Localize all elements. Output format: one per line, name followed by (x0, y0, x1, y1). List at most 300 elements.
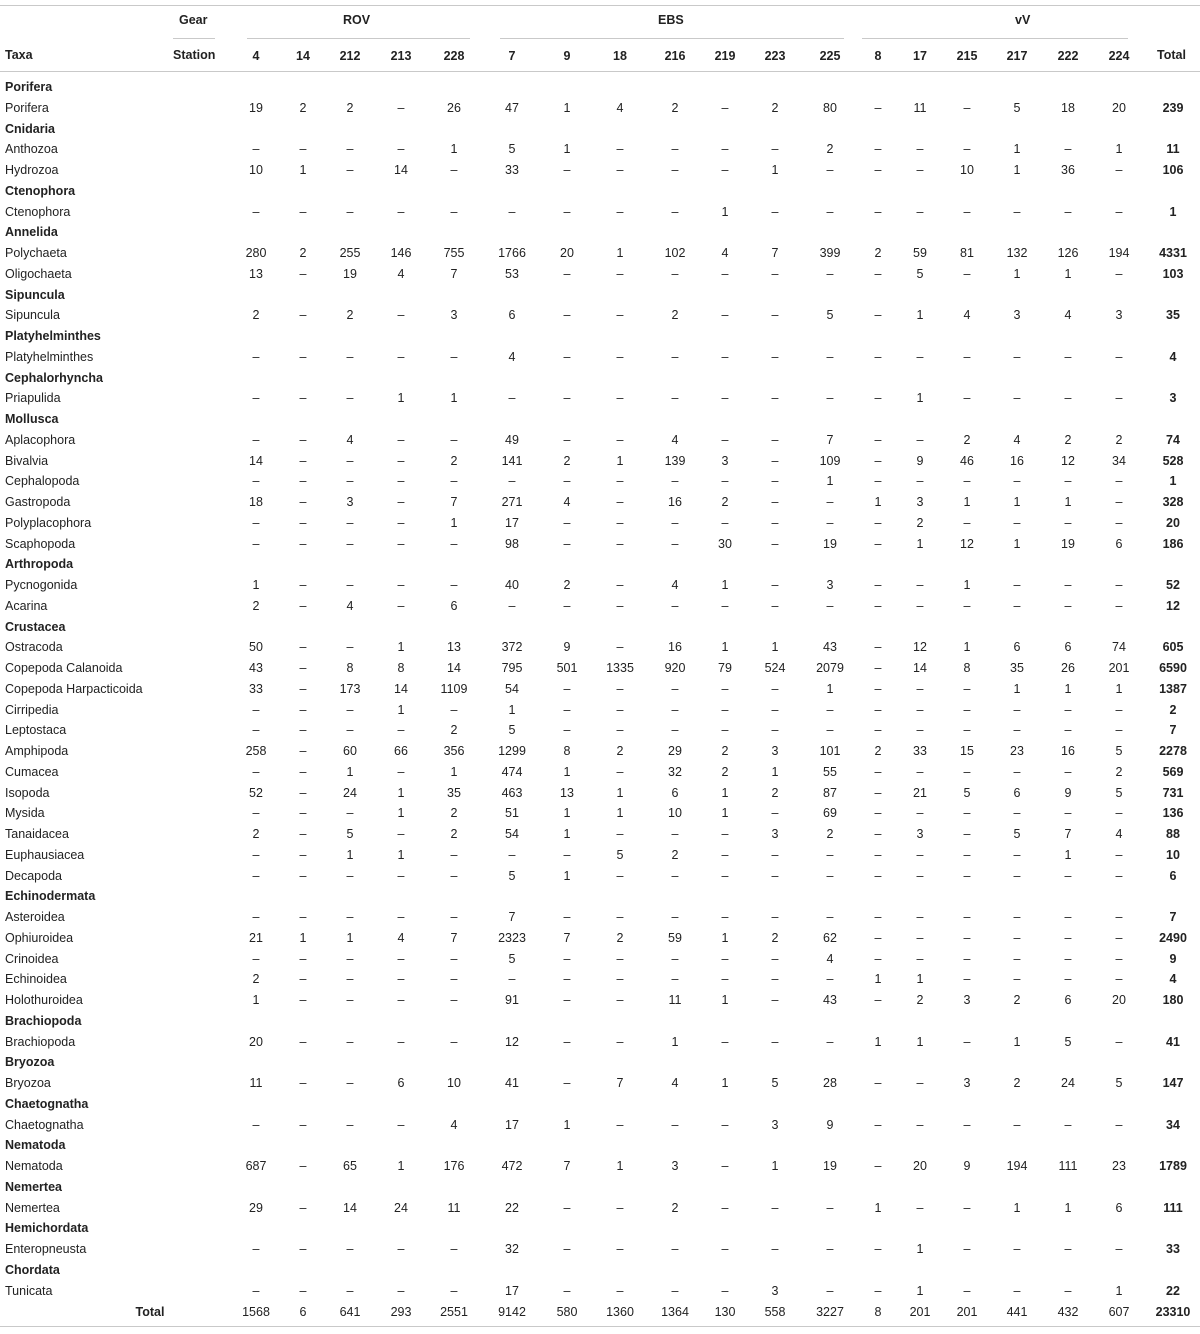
count-cell: 29 (668, 744, 682, 758)
station-header: 215 (956, 49, 978, 63)
count-cell: – (963, 1034, 971, 1049)
count-cell: 4 (1115, 827, 1123, 841)
count-cell: – (771, 349, 779, 364)
count-cell: 2 (252, 598, 260, 613)
count-cell: – (252, 515, 260, 530)
taxon-name: Aplacophora (5, 432, 76, 447)
count-cell: 176 (443, 1159, 465, 1173)
row-total: 52 (1166, 578, 1180, 592)
count-cell: – (826, 972, 834, 987)
count-cell: – (1115, 951, 1123, 966)
count-cell: – (963, 1242, 971, 1256)
row-total: 2278 (1159, 744, 1187, 758)
count-cell: 19 (249, 100, 263, 115)
count-cell: – (1013, 951, 1021, 966)
count-cell: 1 (671, 1034, 679, 1049)
count-cell: 1 (252, 578, 260, 592)
phylum-heading: Hemichordata (5, 1221, 89, 1236)
count-cell: – (826, 349, 834, 364)
count-cell: 1 (1013, 1034, 1021, 1049)
count-cell: 14 (913, 661, 927, 675)
gear-label: Gear (179, 13, 208, 27)
count-cell: 13 (249, 266, 263, 281)
count-cell: 1 (397, 391, 405, 406)
count-cell: 1 (299, 930, 307, 945)
count-cell: – (616, 349, 624, 364)
count-cell: 1 (826, 474, 834, 489)
count-cell: – (450, 1034, 458, 1049)
count-cell: 5 (616, 847, 624, 862)
count-cell: 4 (397, 266, 405, 281)
taxon-name: Isopoda (5, 785, 50, 800)
count-cell: – (397, 308, 405, 323)
phylum-heading: Chordata (5, 1262, 60, 1277)
count-cell: 33 (249, 681, 263, 696)
count-cell: 6 (1013, 785, 1021, 800)
count-cell: – (671, 266, 679, 281)
count-cell: 2 (616, 744, 624, 758)
count-cell: 1766 (498, 246, 526, 260)
station-header: 17 (913, 49, 927, 63)
count-cell: – (397, 349, 405, 364)
count-cell: – (874, 1117, 882, 1132)
count-cell: 43 (249, 661, 263, 675)
count-cell: – (299, 349, 307, 364)
count-cell: 271 (501, 495, 523, 509)
count-cell: – (874, 598, 882, 613)
count-cell: – (771, 723, 779, 738)
count-cell: – (616, 598, 624, 613)
count-cell: – (874, 702, 882, 717)
count-cell: – (299, 266, 307, 281)
count-cell: 2079 (816, 661, 844, 675)
count-cell: – (771, 1200, 779, 1215)
count-cell: – (299, 391, 307, 406)
count-cell: – (563, 308, 571, 323)
count-cell: – (252, 910, 260, 924)
phylum-heading: Brachiopoda (5, 1013, 82, 1028)
count-cell: – (721, 349, 729, 364)
group-header-vv: vV (1015, 13, 1031, 27)
count-cell: – (563, 474, 571, 489)
count-cell: 5 (826, 308, 834, 323)
count-cell: – (1013, 391, 1021, 406)
count-cell: – (563, 910, 571, 924)
row-total: 180 (1162, 993, 1184, 1007)
count-cell: – (721, 474, 729, 489)
count-cell: – (252, 349, 260, 364)
count-cell: – (721, 702, 729, 717)
count-cell: – (771, 515, 779, 530)
count-cell: – (874, 764, 882, 779)
count-cell: 7 (450, 930, 458, 945)
count-cell: 463 (501, 785, 523, 800)
count-cell: 4 (346, 432, 354, 447)
taxon-name: Bryozoa (5, 1076, 51, 1090)
count-cell: 2 (916, 515, 924, 530)
count-cell: 49 (505, 432, 519, 447)
count-cell: 1 (616, 246, 624, 260)
count-cell: – (299, 1076, 307, 1090)
count-cell: – (671, 391, 679, 406)
count-cell: – (616, 515, 624, 530)
count-cell: 1 (1064, 266, 1072, 281)
count-cell: 5 (1013, 100, 1021, 115)
count-cell: – (346, 910, 354, 924)
count-cell: – (1064, 972, 1072, 987)
count-cell: 755 (443, 246, 465, 260)
taxon-name: Euphausiacea (5, 847, 85, 862)
count-cell: – (397, 1283, 405, 1298)
count-cell: – (826, 1200, 834, 1215)
count-cell: – (508, 204, 516, 219)
row-total: 35 (1166, 308, 1180, 323)
row-total: 7 (1169, 723, 1177, 738)
count-cell: 6 (1064, 993, 1072, 1007)
count-cell: 1 (874, 1200, 882, 1215)
count-cell: 21 (249, 930, 263, 945)
count-cell: 9 (916, 453, 924, 468)
count-cell: 2 (563, 578, 571, 592)
count-cell: 1 (771, 163, 779, 177)
count-cell: – (1115, 391, 1123, 406)
count-cell: 1 (1064, 1200, 1072, 1215)
phylum-heading: Sipuncula (5, 287, 65, 302)
count-cell: 1 (346, 764, 354, 779)
count-cell: 2 (671, 308, 679, 323)
count-cell: – (252, 536, 260, 551)
count-cell: – (1064, 598, 1072, 613)
count-cell: – (671, 868, 679, 883)
count-cell: 4 (450, 1117, 458, 1132)
count-cell: 13 (447, 640, 461, 655)
count-cell: – (252, 1242, 260, 1256)
count-cell: – (299, 1159, 307, 1173)
count-cell: – (874, 474, 882, 489)
count-cell: 8 (397, 661, 405, 675)
count-cell: – (563, 204, 571, 219)
station-header: 225 (819, 49, 841, 63)
station-header: 228 (443, 49, 465, 63)
row-total: 2 (1169, 702, 1177, 717)
count-cell: 2 (252, 972, 260, 987)
count-cell: 4 (616, 100, 624, 115)
row-total: 1 (1169, 204, 1177, 219)
count-cell: 1 (771, 1159, 779, 1173)
row-total: 6 (1169, 868, 1177, 883)
count-cell: 4 (826, 951, 834, 966)
count-cell: 20 (1112, 100, 1126, 115)
count-cell: – (771, 536, 779, 551)
column-total: 293 (390, 1305, 412, 1319)
station-header: 8 (874, 49, 882, 63)
count-cell: – (721, 432, 729, 447)
phylum-heading: Bryozoa (5, 1055, 55, 1070)
count-cell: – (1064, 868, 1072, 883)
count-cell: 43 (823, 993, 837, 1007)
count-cell: – (916, 702, 924, 717)
count-cell: – (346, 951, 354, 966)
count-cell: 33 (505, 163, 519, 177)
count-cell: – (346, 163, 354, 177)
count-cell: 52 (249, 785, 263, 800)
count-cell: 2 (1064, 432, 1072, 447)
taxon-name: Gastropoda (5, 495, 71, 509)
top-rule (0, 5, 1200, 6)
count-cell: – (397, 515, 405, 530)
row-total: 186 (1162, 536, 1184, 551)
count-cell: – (563, 1200, 571, 1215)
count-cell: 1 (874, 495, 882, 509)
count-cell: – (826, 1034, 834, 1049)
count-cell: – (252, 142, 260, 157)
count-cell: – (1064, 951, 1072, 966)
count-cell: – (916, 930, 924, 945)
count-cell: 1 (721, 204, 729, 219)
count-cell: – (1064, 349, 1072, 364)
count-cell: – (721, 1117, 729, 1132)
column-total: 432 (1057, 1305, 1079, 1319)
count-cell: 111 (1058, 1159, 1078, 1173)
count-cell: – (1115, 972, 1123, 987)
count-cell: 80 (823, 100, 837, 115)
count-cell: – (616, 495, 624, 509)
count-cell: – (963, 391, 971, 406)
taxon-name: Decapoda (5, 868, 62, 883)
count-cell: – (916, 474, 924, 489)
count-cell: 1 (1013, 681, 1021, 696)
count-cell: 1 (1064, 681, 1072, 696)
count-cell: 194 (1108, 246, 1130, 260)
count-cell: 4 (508, 349, 516, 364)
count-cell: – (346, 993, 354, 1007)
count-cell: – (874, 453, 882, 468)
count-cell: – (450, 578, 458, 592)
count-cell: 16 (668, 640, 682, 655)
count-cell: 2 (721, 744, 729, 758)
count-cell: – (299, 453, 307, 468)
count-cell: 1 (450, 515, 458, 530)
column-total: 441 (1006, 1305, 1028, 1319)
count-cell: – (252, 432, 260, 447)
count-cell: – (874, 432, 882, 447)
count-cell: 1 (252, 993, 260, 1007)
count-cell: 1 (721, 930, 729, 945)
count-cell: – (771, 474, 779, 489)
count-cell: – (874, 308, 882, 323)
count-cell: – (771, 972, 779, 987)
count-cell: 146 (390, 246, 412, 260)
count-cell: 194 (1006, 1159, 1028, 1173)
count-cell: – (616, 578, 624, 592)
count-cell: – (963, 702, 971, 717)
taxon-name: Mysida (5, 806, 45, 821)
count-cell: 24 (343, 785, 357, 800)
count-cell: 1 (1013, 495, 1021, 509)
row-total: 10 (1166, 847, 1180, 862)
taxon-name: Crinoidea (5, 951, 59, 966)
phylum-heading: Porifera (5, 80, 53, 94)
count-cell: – (721, 1034, 729, 1049)
count-cell: – (671, 910, 679, 924)
count-cell: – (771, 681, 779, 696)
count-cell: 2 (563, 453, 571, 468)
count-cell: – (450, 432, 458, 447)
count-cell: – (721, 723, 729, 738)
count-cell: – (963, 827, 971, 841)
count-cell: – (916, 723, 924, 738)
count-cell: 3 (963, 993, 971, 1007)
count-cell: – (616, 910, 624, 924)
count-cell: 6 (450, 598, 458, 613)
row-total: 9 (1169, 951, 1177, 966)
count-cell: 69 (823, 806, 837, 821)
count-cell: 2 (721, 764, 729, 779)
count-cell: – (771, 432, 779, 447)
count-cell: – (252, 847, 260, 862)
count-cell: – (826, 391, 834, 406)
count-cell: 2 (963, 432, 971, 447)
count-cell: 1 (397, 640, 405, 655)
count-cell: 1 (963, 578, 971, 592)
count-cell: 4 (671, 432, 679, 447)
count-cell: – (346, 578, 354, 592)
count-cell: – (1064, 723, 1072, 738)
count-cell: – (721, 391, 729, 406)
count-cell: 1 (721, 640, 729, 655)
count-cell: 9 (563, 640, 571, 655)
count-cell: – (963, 723, 971, 738)
count-cell: – (771, 495, 779, 509)
count-cell: – (616, 868, 624, 883)
count-cell: – (771, 204, 779, 219)
count-cell: – (346, 349, 354, 364)
count-cell: – (671, 142, 679, 157)
count-cell: 59 (668, 930, 682, 945)
count-cell: 2 (1115, 432, 1123, 447)
count-cell: – (874, 681, 882, 696)
count-cell: – (616, 204, 624, 219)
count-cell: 4 (963, 308, 971, 323)
count-cell: – (963, 868, 971, 883)
count-cell: – (450, 1242, 458, 1256)
count-cell: 17 (505, 1117, 519, 1132)
count-cell: 8 (346, 661, 354, 675)
count-cell: – (252, 391, 260, 406)
count-cell: 4 (671, 1076, 679, 1090)
count-cell: 23 (1010, 744, 1024, 758)
count-cell: 54 (505, 681, 519, 696)
row-total: 12 (1166, 598, 1180, 613)
count-cell: – (616, 142, 624, 157)
row-total: 41 (1166, 1034, 1180, 1049)
count-cell: – (963, 764, 971, 779)
count-cell: – (397, 723, 405, 738)
count-cell: – (346, 806, 354, 821)
count-cell: – (616, 1200, 624, 1215)
count-cell: – (721, 910, 729, 924)
count-cell: – (299, 578, 307, 592)
count-cell: – (963, 951, 971, 966)
count-cell: – (1115, 515, 1123, 530)
count-cell: – (721, 266, 729, 281)
count-cell: – (616, 536, 624, 551)
count-cell: – (1064, 391, 1072, 406)
count-cell: – (508, 598, 516, 613)
column-total: 201 (909, 1305, 931, 1319)
count-cell: 16 (1061, 744, 1075, 758)
count-cell: – (826, 1242, 834, 1256)
count-cell: 1 (916, 1034, 924, 1049)
count-cell: 258 (245, 744, 267, 758)
count-cell: 19 (1061, 536, 1075, 551)
count-cell: – (616, 391, 624, 406)
count-cell: – (916, 142, 924, 157)
count-cell: 1 (508, 702, 516, 717)
station-header: 18 (613, 49, 627, 63)
count-cell: – (252, 1117, 260, 1132)
count-cell: – (616, 827, 624, 841)
count-cell: – (397, 598, 405, 613)
count-cell: 14 (394, 163, 408, 177)
count-cell: – (346, 1242, 354, 1256)
phylum-heading: Nematoda (5, 1138, 66, 1153)
count-cell: – (397, 142, 405, 157)
count-cell: – (450, 847, 458, 862)
count-cell: – (397, 764, 405, 779)
count-cell: – (346, 1076, 354, 1090)
column-total: 6 (299, 1305, 307, 1319)
count-cell: – (252, 702, 260, 717)
count-cell: 1 (916, 1242, 924, 1256)
count-cell: – (671, 349, 679, 364)
taxon-name: Nemertea (5, 1200, 60, 1215)
count-cell: – (397, 474, 405, 489)
count-cell: 2 (450, 453, 458, 468)
count-cell: – (252, 951, 260, 966)
count-cell: 3 (671, 1159, 679, 1173)
count-cell: – (826, 702, 834, 717)
count-cell: 20 (560, 246, 574, 260)
taxon-name: Priapulida (5, 391, 61, 406)
count-cell: – (616, 702, 624, 717)
count-cell: – (963, 930, 971, 945)
count-cell: – (508, 391, 516, 406)
count-cell: 5 (508, 951, 516, 966)
count-cell: 20 (913, 1159, 927, 1173)
count-cell: 66 (394, 744, 408, 758)
count-cell: – (346, 702, 354, 717)
count-cell: – (721, 827, 729, 841)
total-row-label: Total (135, 1305, 165, 1319)
count-cell: 2 (671, 100, 679, 115)
taxon-name: Cumacea (5, 764, 59, 779)
count-cell: – (1115, 702, 1123, 717)
station-header: 223 (764, 49, 786, 63)
column-total: 8 (874, 1305, 882, 1319)
count-cell: – (963, 349, 971, 364)
count-cell: – (299, 495, 307, 509)
count-cell: – (616, 993, 624, 1007)
count-cell: 1 (450, 142, 458, 157)
taxon-name: Holothuroidea (5, 993, 83, 1007)
count-cell: – (450, 204, 458, 219)
count-cell: – (916, 204, 924, 219)
count-cell: – (1115, 930, 1123, 945)
count-cell: – (450, 910, 458, 924)
count-cell: 65 (343, 1159, 357, 1173)
vv-underline (862, 38, 1128, 39)
